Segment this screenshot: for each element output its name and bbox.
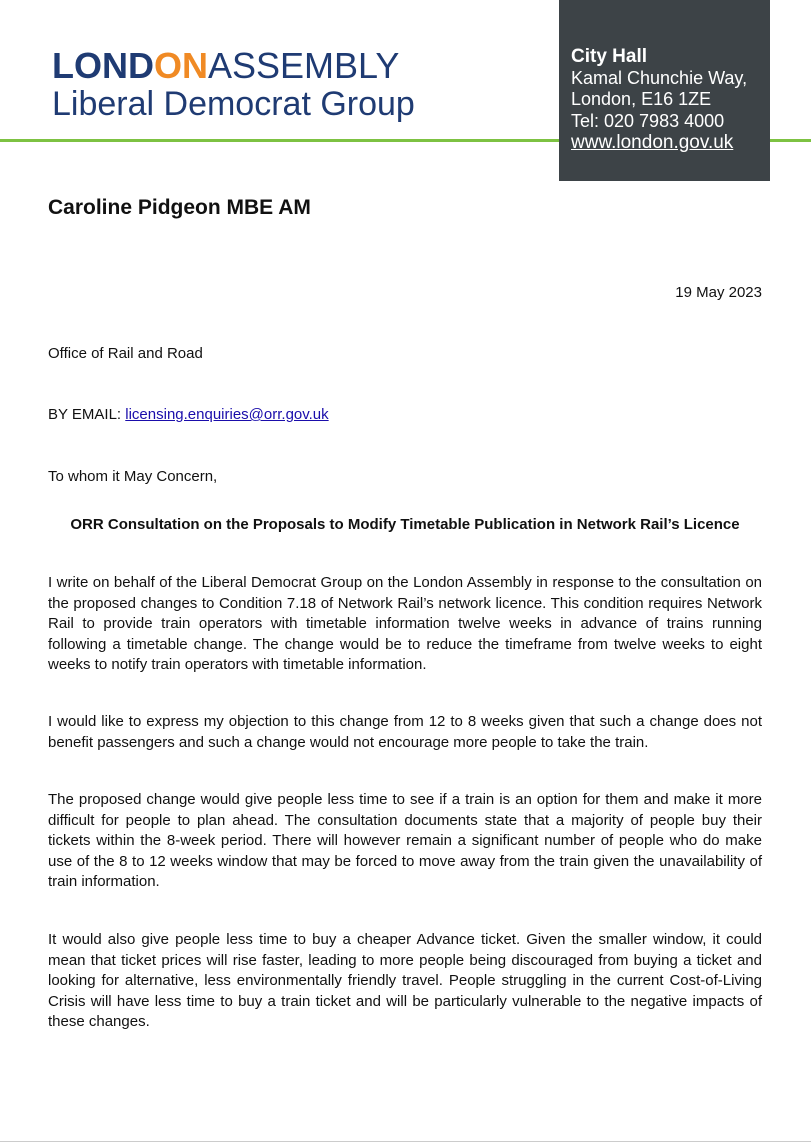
- body-paragraph: The proposed change would give people less time to see if a train is an option for them and make it more difficult for people to plan ahead. The consultation documents state that a majority of people buy their tickets within the 8-week period. There will however remain a significant number of people who do make use of the 8 to 12 weeks window that may be forced to move away from the train given the unavailability of train information.: [48, 791, 762, 890]
- logo-london-part-a: LOND: [52, 45, 154, 86]
- london-assembly-logo: [52, 45, 415, 123]
- sender-name: Caroline Pidgeon MBE AM: [48, 196, 311, 219]
- email-line: [48, 406, 329, 423]
- logo-group-name: Liberal Democrat Group: [52, 85, 415, 123]
- recipient: Office of Rail and Road: [48, 345, 203, 362]
- address-building: City Hall: [571, 46, 648, 67]
- page-bottom-edge: [0, 1141, 811, 1142]
- logo-london-part-b: ON: [154, 45, 208, 86]
- logo-assembly: ASSEMBLY: [208, 45, 400, 86]
- address-street: Kamal Chunchie Way,: [571, 67, 748, 88]
- body-paragraph: It would also give people less time to buy a cheaper Advance ticket. Given the smaller window, it could mean that ticket prices will rise faster, leading to more people being discouraged from buying a ticket and looking for alternative, less environmentally friendly travel. People struggling in the current Cost-of-Living Crisis will have less time to buy a train ticket and will be particularly vulnerable to the negative impacts of these changes.: [48, 931, 762, 1030]
- address-city: London, E16 1ZE: [571, 89, 712, 109]
- email-label: BY EMAIL:: [48, 406, 126, 423]
- email-link[interactable]: licensing.enquiries@orr.gov.uk: [125, 406, 329, 423]
- logo-wordmark: [52, 45, 415, 86]
- salutation: To whom it May Concern,: [48, 468, 218, 485]
- letter-date: 19 May 2023: [675, 284, 762, 301]
- address-telephone: Tel: 020 7983 4000: [571, 110, 725, 131]
- body-paragraph: I write on behalf of the Liberal Democrat Group on the London Assembly in response to the consultation on the proposed changes to Condition 7.18 of Network Rail’s network licence. This condition requires Network Rail to provide train operators with timetable information twelve weeks in advance of trains running following a timetable change. The change would be to reduce the timeframe from twelve weeks to eight weeks to notify train operators with timetable information.: [48, 574, 762, 673]
- body-paragraph: I would like to express my objection to this change from 12 to 8 weeks given that such a change does not benefit passengers and such a change would not encourage more people to take the train.: [48, 713, 762, 751]
- address-website-link[interactable]: www.london.gov.uk: [571, 132, 734, 153]
- letter-heading: ORR Consultation on the Proposals to Modify Timetable Publication in Network Rail’s Licence: [70, 516, 740, 533]
- address-panel: [559, 0, 770, 181]
